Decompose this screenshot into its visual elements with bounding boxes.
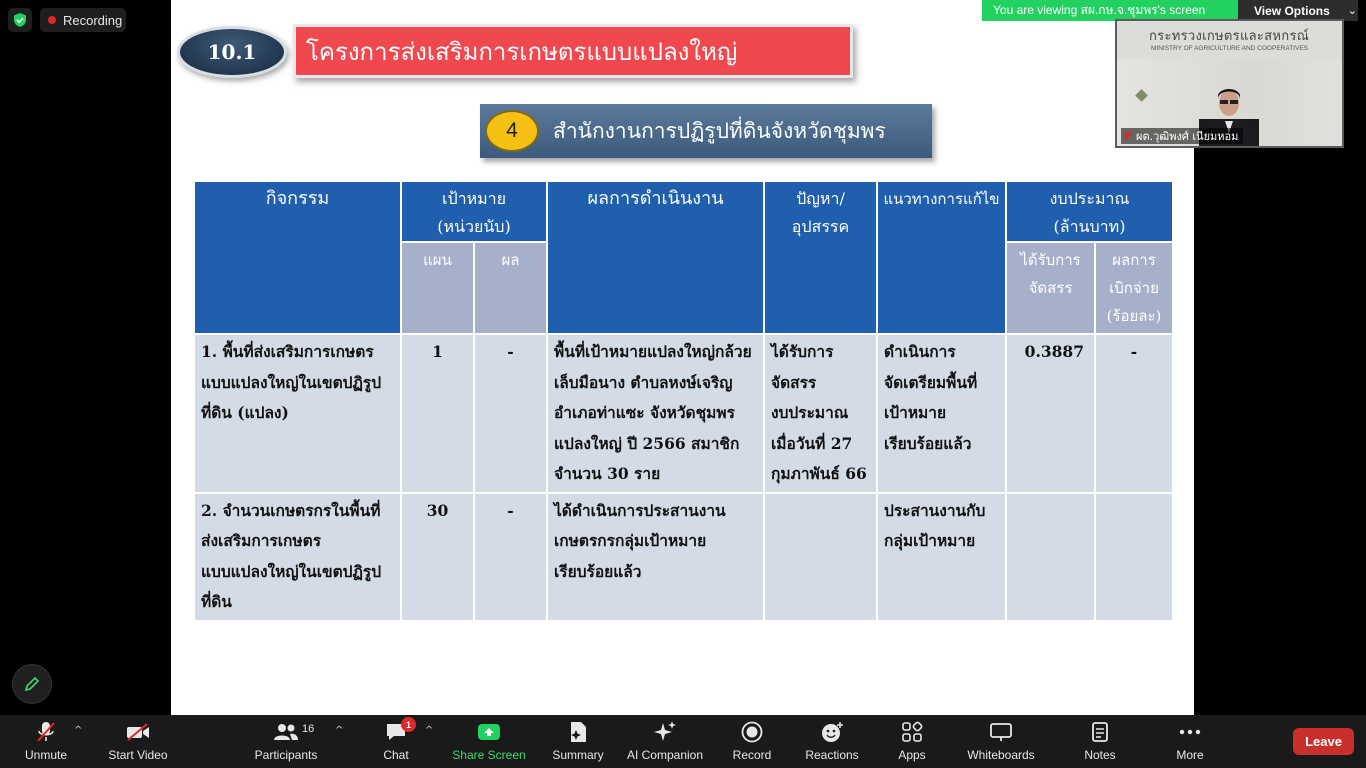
row2-allocated: [1006, 493, 1095, 621]
participants-button[interactable]: Participants: [252, 715, 320, 768]
section-title: โครงการส่งเสริมการเกษตรแบบแปลงใหญ่: [293, 24, 853, 78]
office-title-bar: [480, 104, 932, 158]
emoji-icon: [820, 721, 844, 743]
row1-result: -: [474, 334, 547, 493]
notes-button[interactable]: Notes: [1080, 715, 1120, 768]
row2-plan: 30: [401, 493, 474, 621]
header-plan: แผน: [401, 242, 474, 334]
row1-disbursed: -: [1095, 334, 1173, 493]
mic-muted-icon: [35, 720, 57, 744]
office-title: สำนักงานการปฏิรูปที่ดินจังหวัดชุมพร: [553, 118, 886, 143]
ai-sparkle-icon: [653, 720, 677, 744]
chat-unread-badge: 1: [401, 717, 416, 732]
recording-dot-icon: [48, 16, 56, 24]
row1-performance: พื้นที่เป้าหมายแปลงใหญ่กล้วย เล็บมือนาง ตำบลหงษ์เจริญ อำเภอท่าแซะ จังหวัดชุมพร แปลงใหญ่ ปี 2566 สมาชิก จำนวน 30 ราย: [547, 334, 764, 493]
participants-icon: [273, 722, 299, 742]
row1-allocated: 0.3887: [1006, 334, 1095, 493]
header-problem: ปัญหา/ อุปสรรค: [764, 181, 877, 334]
leave-button[interactable]: Leave: [1293, 728, 1354, 755]
header-disbursed: ผลการ เบิกจ่าย (ร้อยละ): [1095, 242, 1173, 334]
table-row: [194, 334, 1173, 493]
more-button[interactable]: More: [1170, 715, 1210, 768]
row2-solution: ประสานงานกับ กลุ่มเป้าหมาย: [877, 493, 1006, 621]
chat-options-caret[interactable]: ^: [425, 725, 434, 736]
row1-plan: 1: [401, 334, 474, 493]
whiteboard-icon: [989, 722, 1013, 742]
row1-solution: ดำเนินการ จัดเตรียมพื้นที่ เป้าหมาย เรียบร้อยแล้ว: [877, 334, 1006, 493]
section-number-badge: 10.1: [177, 26, 287, 78]
notes-icon: [1090, 721, 1110, 743]
pencil-icon: [23, 675, 41, 693]
chevron-down-icon: ⌄: [1347, 5, 1358, 17]
row2-activity: 2. จำนวนเกษตรกรในพื้นที่ ส่งเสริมการเกษตร แบบแปลงใหญ่ในเขตปฏิรูป ที่ดิน: [194, 493, 401, 621]
ai-companion-button[interactable]: AI Companion: [624, 715, 706, 768]
record-icon: [741, 721, 763, 743]
row2-problem: [764, 493, 877, 621]
header-target: เป้าหมาย (หน่วยนับ): [401, 181, 547, 242]
meeting-toolbar: [0, 715, 1366, 768]
office-number-badge: 4: [485, 110, 539, 152]
ministry-sign-thai: กระทรวงเกษตรและสหกรณ์: [1149, 29, 1310, 44]
recording-indicator[interactable]: [40, 8, 126, 32]
security-shield-icon[interactable]: [8, 8, 32, 32]
apps-button[interactable]: Apps: [894, 715, 930, 768]
share-screen-button[interactable]: Share Screen: [452, 715, 526, 768]
start-video-button[interactable]: Start Video: [106, 715, 170, 768]
header-performance: ผลการดำเนินงาน: [547, 181, 764, 334]
video-off-icon: [125, 722, 151, 742]
apps-icon: [901, 721, 923, 743]
chat-button[interactable]: 1 Chat: [380, 715, 412, 768]
header-allocated: ได้รับการ จัดสรร: [1006, 242, 1095, 334]
viewing-screen-banner: You are viewing สผ.กษ.จ.ชุมพร's screen: [982, 0, 1238, 21]
summary-button[interactable]: Summary: [550, 715, 606, 768]
header-solution: แนวทางการแก้ไข: [877, 181, 1006, 334]
recording-label: Recording: [63, 12, 123, 28]
reactions-button[interactable]: Reactions: [804, 715, 860, 768]
row2-result: -: [474, 493, 547, 621]
header-budget: งบประมาณ (ล้านบาท): [1006, 181, 1173, 242]
more-dots-icon: [1178, 728, 1202, 736]
participant-video-tile[interactable]: [1115, 19, 1344, 148]
view-options-button[interactable]: View Options ⌄: [1238, 0, 1358, 21]
share-screen-icon: [477, 722, 501, 742]
shared-screen-slide: [171, 0, 1194, 715]
participants-count: 16: [302, 723, 315, 735]
ministry-sign-english: MINISTRY OF AGRICULTURE AND COOPERATIVES: [1151, 45, 1308, 52]
activity-table: [193, 180, 1174, 622]
unmute-button[interactable]: Unmute: [20, 715, 72, 768]
row1-activity: 1. พื้นที่ส่งเสริมการเกษตร แบบแปลงใหญ่ในเขตปฏิรูป ที่ดิน (แปลง): [194, 334, 401, 493]
participant-name-label: ผต.วุฒิพงศ์ เนียมหอม: [1121, 128, 1243, 144]
row1-problem: ได้รับการ จัดสรร งบประมาณ เมื่อวันที่ 27 กุมภาพันธ์ 66: [764, 334, 877, 493]
header-activity: กิจกรรม: [194, 181, 401, 334]
annotate-pencil-button[interactable]: [12, 664, 52, 704]
record-button[interactable]: Record: [730, 715, 774, 768]
participants-options-caret[interactable]: ^: [335, 725, 344, 736]
whiteboards-button[interactable]: Whiteboards: [962, 715, 1040, 768]
row2-performance: ได้ดำเนินการประสานงาน เกษตรกรกลุ่มเป้าหมาย เรียบร้อยแล้ว: [547, 493, 764, 621]
table-row: [194, 493, 1173, 621]
row2-disbursed: [1095, 493, 1173, 621]
summary-icon: [568, 721, 588, 743]
mic-muted-icon: [1123, 131, 1133, 142]
audio-options-caret[interactable]: ^: [74, 725, 83, 736]
header-result: ผล: [474, 242, 547, 334]
